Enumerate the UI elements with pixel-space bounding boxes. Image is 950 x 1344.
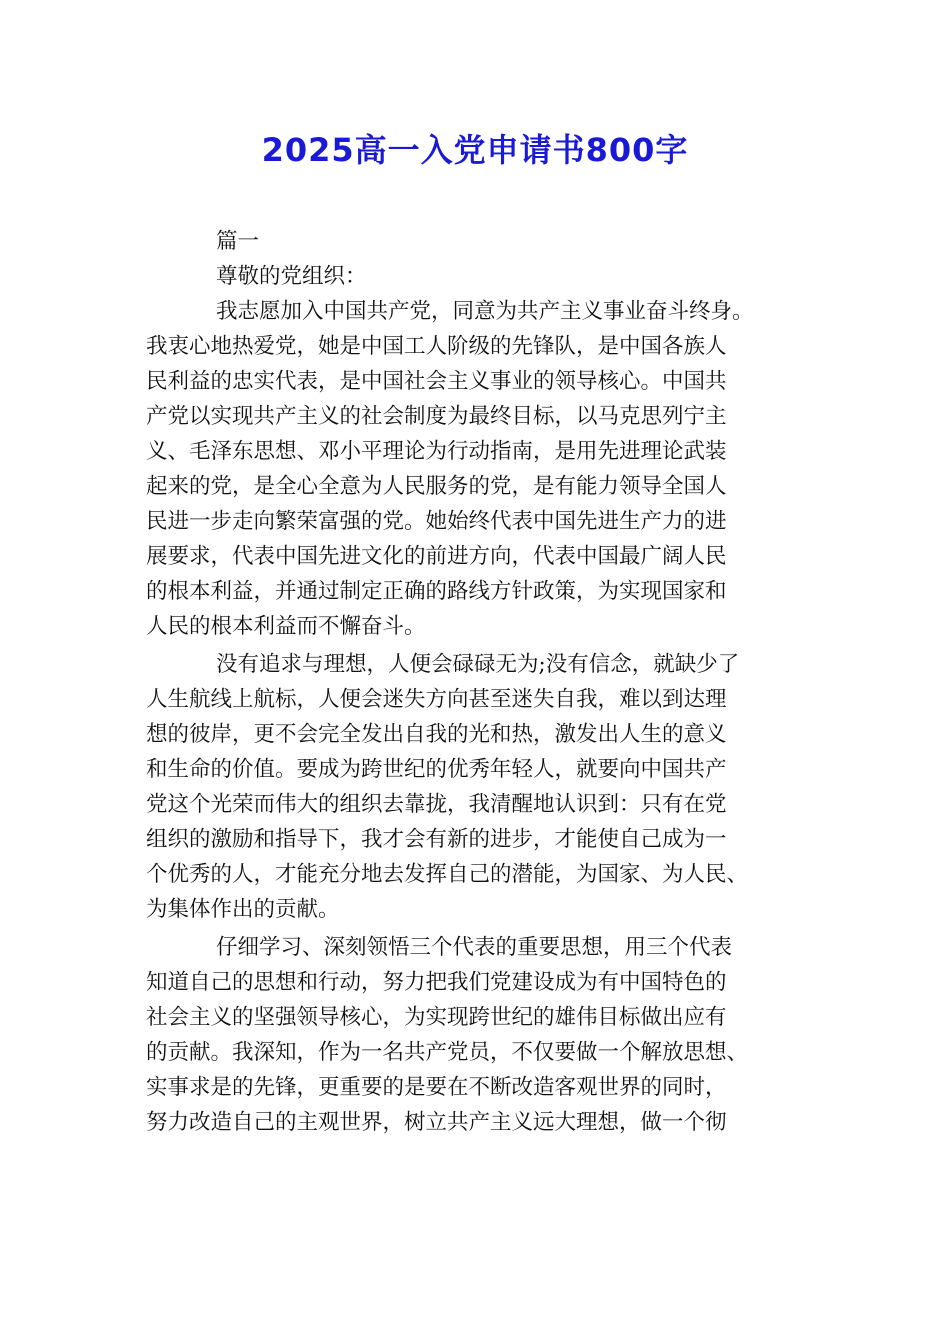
- paragraph-line: 民利益的忠实代表，是中国社会主义事业的领导核心。中国共: [146, 369, 727, 394]
- paragraph-line: 人民的根本利益而不懈奋斗。: [146, 614, 426, 639]
- paragraph-line: 我志愿加入中国共产党，同意为共产主义事业奋斗终身。: [216, 299, 754, 324]
- paragraph-line: 民进一步走向繁荣富强的党。她始终代表中国先进生产力的进: [146, 509, 727, 534]
- paragraph-line: 社会主义的坚强领导核心，为实现跨世纪的雄伟目标做出应有: [146, 1005, 727, 1030]
- paragraph-line: 个优秀的人，才能充分地去发挥自己的潜能，为国家、为人民、: [146, 862, 749, 887]
- paragraph-line: 仔细学习、深刻领悟三个代表的重要思想，用三个代表: [216, 935, 733, 960]
- paragraph-3: [146, 930, 810, 1140]
- salutation: 尊敬的党组织：: [216, 264, 367, 289]
- paragraph-line: 组织的激励和指导下，我才会有新的进步，才能使自己成为一: [146, 827, 727, 852]
- paragraph-line: 和生命的价值。要成为跨世纪的优秀年轻人，就要向中国共产: [146, 757, 727, 782]
- paragraph-line: 义、毛泽东思想、邓小平理论为行动指南，是用先进理论武装: [146, 439, 727, 464]
- paragraph-line: 为集体作出的贡献。: [146, 897, 340, 922]
- paragraph-line: 我衷心地热爱党，她是中国工人阶级的先锋队，是中国各族人: [146, 334, 727, 359]
- paragraph-2: [146, 647, 810, 927]
- paragraph-1: [146, 294, 810, 644]
- paragraph-line: 产党以实现共产主义的社会制度为最终目标，以马克思列宁主: [146, 404, 727, 429]
- paragraph-line: 的贡献。我深知，作为一名共产党员，不仅要做一个解放思想、: [146, 1040, 749, 1065]
- paragraph-line: 起来的党，是全心全意为人民服务的党，是有能力领导全国人: [146, 474, 727, 499]
- document-title: 2025高一入党申请书800字: [261, 131, 689, 169]
- paragraph-line: 实事求是的先锋，更重要的是要在不断改造客观世界的同时，: [146, 1075, 727, 1100]
- paragraph-line: 人生航线上航标，人便会迷失方向甚至迷失自我，难以到达理: [146, 687, 727, 712]
- paragraph-line: 党这个光荣而伟大的组织去靠拢，我清醒地认识到：只有在党: [146, 792, 727, 817]
- paragraph-line: 想的彼岸，更不会完全发出自我的光和热，激发出人生的意义: [146, 722, 727, 747]
- paragraph-line: 努力改造自己的主观世界，树立共产主义远大理想，做一个彻: [146, 1110, 727, 1135]
- document-body: [146, 224, 810, 1140]
- paragraph-line: 展要求，代表中国先进文化的前进方向，代表中国最广阔人民: [146, 544, 727, 569]
- section-label: 篇一: [216, 229, 260, 254]
- paragraph-line: 知道自己的思想和行动，努力把我们党建设成为有中国特色的: [146, 970, 727, 995]
- paragraph-line: 没有追求与理想，人便会碌碌无为;没有信念，就缺少了: [216, 652, 740, 677]
- paragraph-line: 的根本利益，并通过制定正确的路线方针政策，为实现国家和: [146, 579, 727, 604]
